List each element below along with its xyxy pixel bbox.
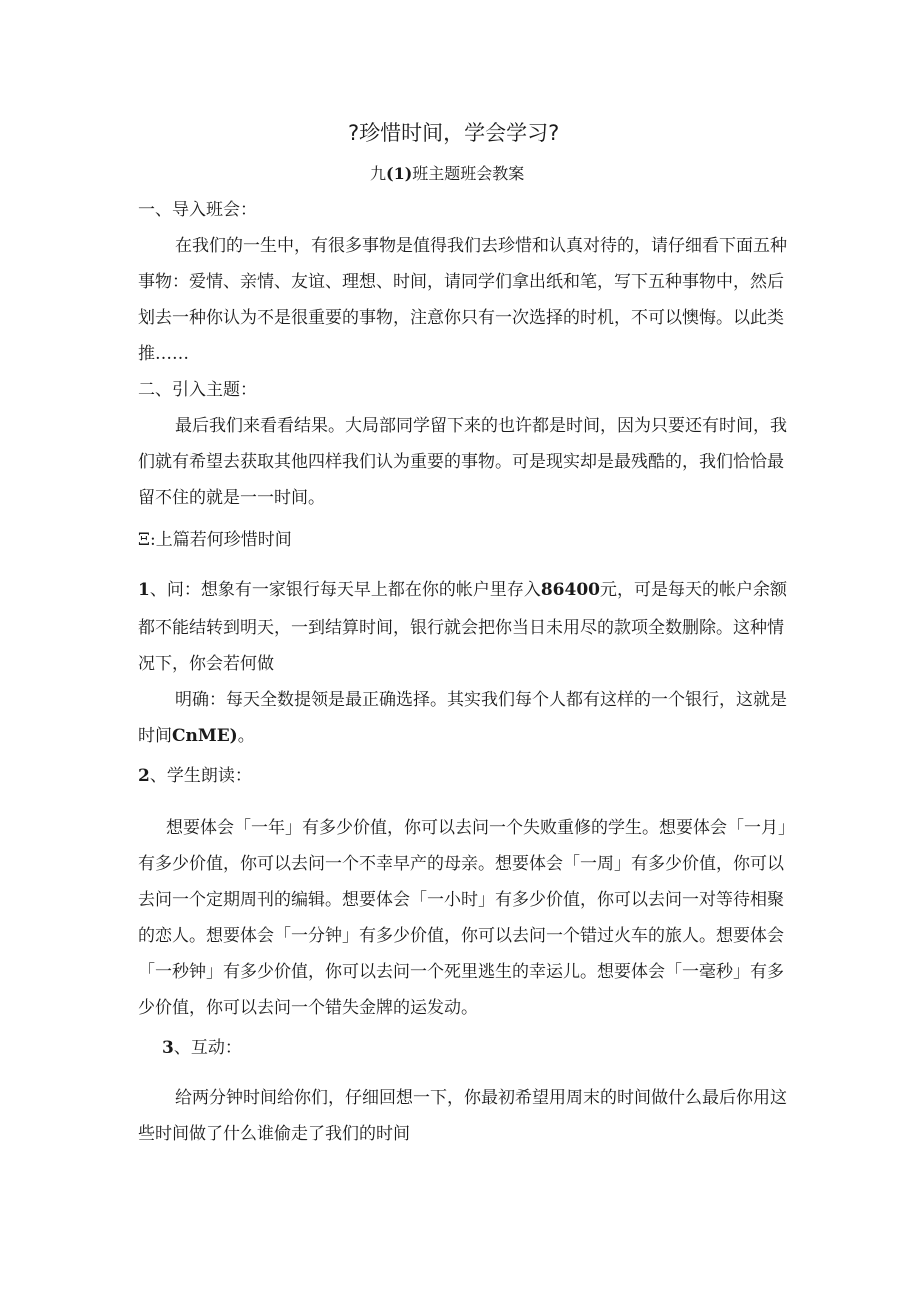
- section-2-line: 留不住的就是一一时间。: [138, 488, 325, 508]
- question-1-answer-line: [138, 726, 255, 746]
- question-1-number: 1: [138, 580, 150, 600]
- question-2-line: 少价值，你可以去问一个错失金牌的运发动。: [138, 998, 478, 1018]
- section-3-heading: Ξ:上篇若何珍惜时间: [138, 530, 292, 550]
- question-1-line: [138, 580, 787, 600]
- section-1-line: 推……: [138, 344, 189, 364]
- question-1-text-b: 元，可是每天的帐户余额: [600, 580, 787, 600]
- answer-text: 时间: [138, 726, 172, 746]
- question-2-line: 去问一个定期周刊的编辑。想要体会「一小时」有多少价值，你可以去问一对等待相聚: [138, 890, 784, 910]
- question-1-answer: 明确：每天全数提领是最正确选择。其实我们每个人都有这样的一个银行，这就是: [175, 690, 787, 710]
- question-3-line: 些时间做了什么谁偷走了我们的时间: [138, 1124, 410, 1144]
- section-2-line: 最后我们来看看结果。大局部同学留下来的也许都是时间，因为只要还有时间，我: [175, 416, 787, 436]
- section-2-line: 们就有希望去获取其他四样我们认为重要的事物。可是现实却是最残酷的，我们恰恰最: [138, 452, 784, 472]
- section-1-line: 在我们的一生中，有很多事物是值得我们去珍惜和认真对待的，请仔细看下面五种: [175, 236, 787, 256]
- question-2-heading: [138, 766, 252, 786]
- question-2-number: 2: [138, 766, 150, 786]
- question-1-line: 都不能结转到明天，一到结算时间，银行就会把你当日未用尽的款项全数删除。这种情: [138, 618, 784, 638]
- section-1-line: 事物：爱情、亲情、友谊、理想、时间，请同学们拿出纸和笔，写下五种事物中，然后: [138, 272, 784, 292]
- question-3-heading: [162, 1038, 242, 1058]
- answer-time-term: CnME): [172, 726, 238, 746]
- question-2-line: 的恋人。想要体会「一分钟」有多少价值，你可以去问一个错过火车的旅人。想要体会: [138, 926, 784, 946]
- answer-period: 。: [237, 726, 255, 746]
- document-title: ?珍惜时间，学会学习?: [348, 121, 560, 145]
- subtitle-class-number: (1): [386, 164, 413, 183]
- section-1-heading: 一、导入班会：: [138, 200, 257, 220]
- question-1-amount: 86400: [540, 580, 600, 600]
- question-1-line: 况下，你会若何做: [138, 654, 274, 674]
- document-subtitle: [370, 164, 524, 184]
- question-3-title: 、互动：: [173, 1038, 242, 1058]
- question-2-line: 有多少价值，你可以去问一个不幸早产的母亲。想要体会「一周」有多少价值，你可以: [138, 854, 784, 874]
- subtitle-rest: 班主题班会教案: [412, 164, 525, 183]
- question-2-title: 、学生朗读：: [149, 766, 252, 786]
- question-1-text-a: 、问：想象有一家银行每天早上都在你的帐户里存入: [149, 580, 541, 600]
- question-2-line: 「一秒钟」有多少价值，你可以去问一个死里逃生的幸运儿。想要体会「一毫秒」有多: [138, 962, 784, 982]
- question-2-line: 想要体会「一年」有多少价值，你可以去问一个失败重修的学生。想要体会「一月」: [166, 818, 795, 838]
- section-1-line: 划去一种你认为不是很重要的事物，注意你只有一次选择的时机，不可以懊悔。以此类: [138, 308, 784, 328]
- question-3-number: 3: [162, 1038, 174, 1058]
- subtitle-prefix: 九: [370, 164, 387, 183]
- section-2-heading: 二、引入主题：: [138, 380, 257, 400]
- question-3-line: 给两分钟时间给你们，仔细回想一下，你最初希望用周末的时间做什么最后你用这: [175, 1088, 787, 1108]
